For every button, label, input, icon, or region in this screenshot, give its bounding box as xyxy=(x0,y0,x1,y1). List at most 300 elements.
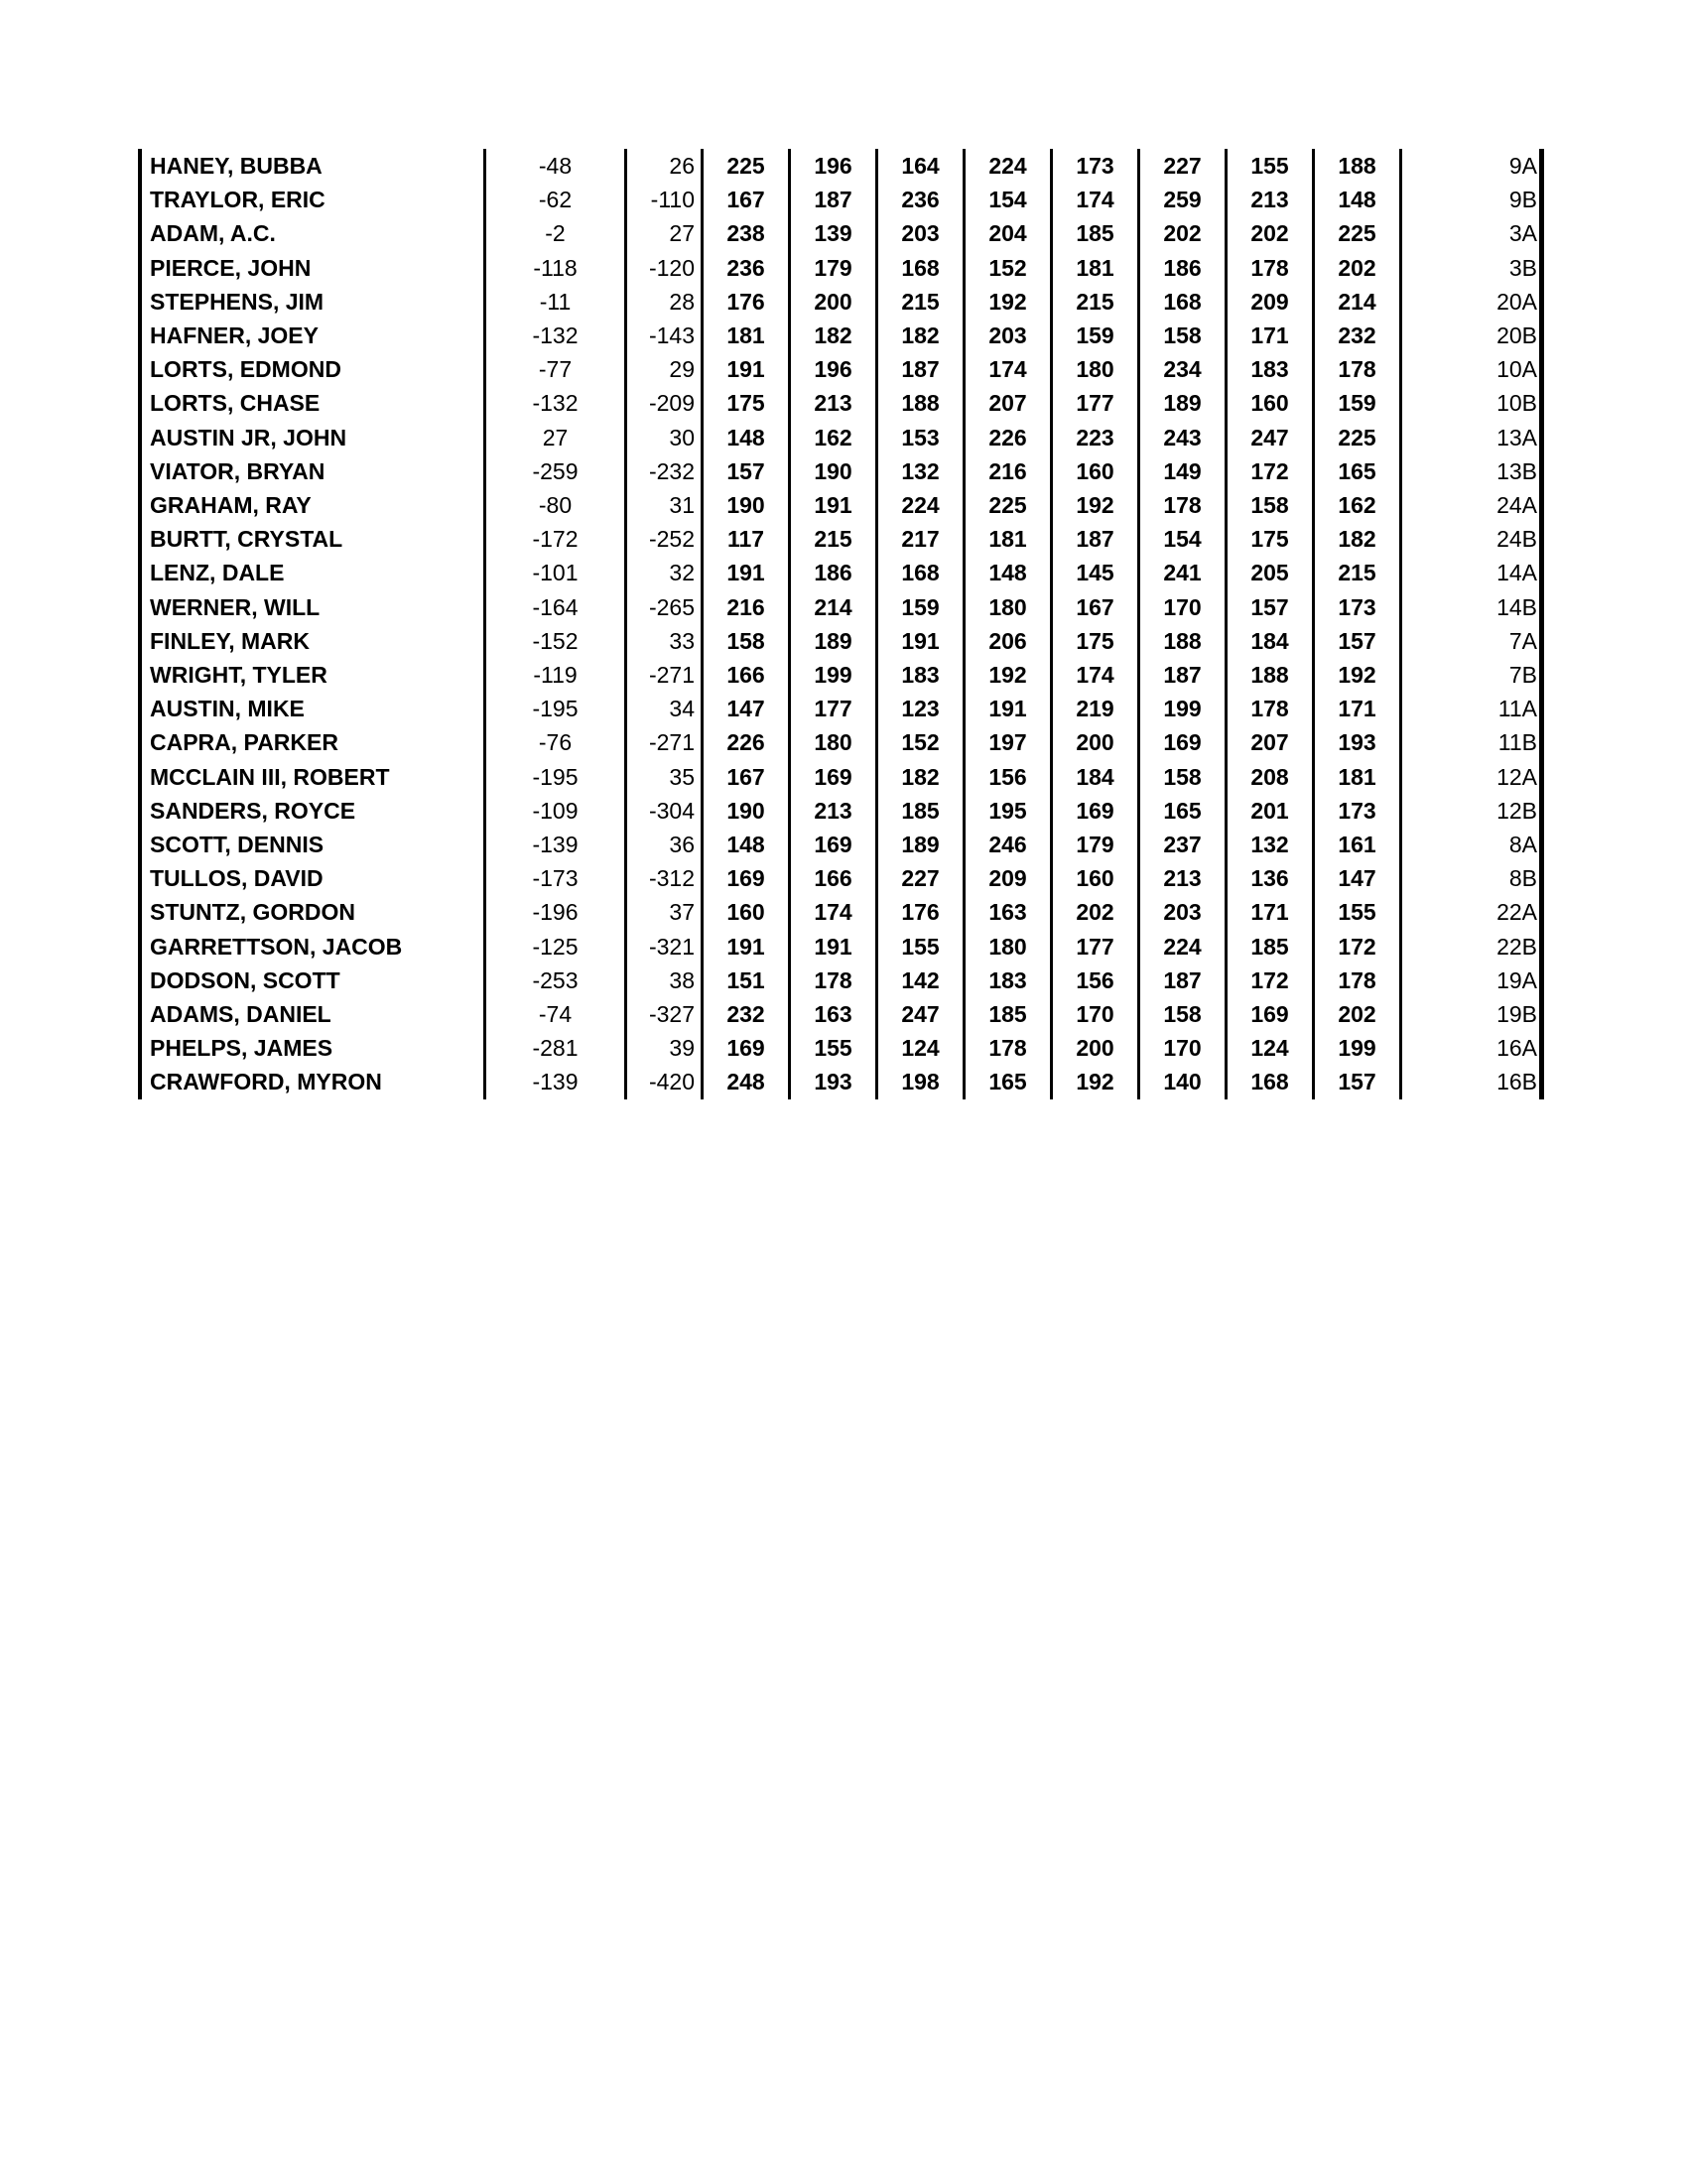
game-score: 187 xyxy=(1052,522,1139,556)
game-score: 204 xyxy=(965,216,1052,250)
bowler-name: WRIGHT, TYLER xyxy=(140,658,485,692)
game-score: 243 xyxy=(1139,421,1227,454)
game-score: 167 xyxy=(703,183,790,216)
game-score: 190 xyxy=(790,454,877,488)
table-row xyxy=(140,760,1542,794)
lane-assignment: 16B xyxy=(1401,1065,1542,1098)
bowler-name: SCOTT, DENNIS xyxy=(140,828,485,861)
game-score: 153 xyxy=(877,421,965,454)
game-score: 224 xyxy=(877,488,965,522)
lane-assignment: 20B xyxy=(1401,319,1542,352)
bowler-name: HAFNER, JOEY xyxy=(140,319,485,352)
game-score: 156 xyxy=(965,760,1052,794)
lane-assignment: 24B xyxy=(1401,522,1542,556)
score-diff-2: 30 xyxy=(626,421,703,454)
game-score: 185 xyxy=(965,997,1052,1031)
game-score: 248 xyxy=(703,1065,790,1098)
lane-assignment: 8B xyxy=(1401,861,1542,895)
bowler-name: SANDERS, ROYCE xyxy=(140,794,485,828)
score-diff-1: -119 xyxy=(485,658,626,692)
table-row xyxy=(140,183,1542,216)
score-diff-2: 39 xyxy=(626,1031,703,1065)
table-row xyxy=(140,692,1542,725)
score-diff-1: -195 xyxy=(485,760,626,794)
game-score: 215 xyxy=(877,285,965,319)
game-score: 171 xyxy=(1227,895,1314,929)
game-score: 196 xyxy=(790,149,877,183)
game-score: 152 xyxy=(877,725,965,759)
game-score: 170 xyxy=(1139,1031,1227,1065)
game-score: 187 xyxy=(790,183,877,216)
game-score: 167 xyxy=(1052,590,1139,624)
game-score: 182 xyxy=(790,319,877,352)
score-diff-2: -143 xyxy=(626,319,703,352)
bowler-name: CRAWFORD, MYRON xyxy=(140,1065,485,1098)
game-score: 160 xyxy=(1052,861,1139,895)
score-diff-2: -120 xyxy=(626,251,703,285)
score-diff-2: -312 xyxy=(626,861,703,895)
game-score: 186 xyxy=(1139,251,1227,285)
lane-assignment: 19B xyxy=(1401,997,1542,1031)
bowler-name: LORTS, EDMOND xyxy=(140,352,485,386)
game-score: 237 xyxy=(1139,828,1227,861)
bowler-name: TRAYLOR, ERIC xyxy=(140,183,485,216)
game-score: 148 xyxy=(703,421,790,454)
game-score: 176 xyxy=(703,285,790,319)
table-row xyxy=(140,556,1542,589)
score-diff-1: -132 xyxy=(485,319,626,352)
game-score: 202 xyxy=(1052,895,1139,929)
game-score: 169 xyxy=(1052,794,1139,828)
game-score: 223 xyxy=(1052,421,1139,454)
game-score: 140 xyxy=(1139,1065,1227,1098)
game-score: 175 xyxy=(1052,624,1139,658)
game-score: 189 xyxy=(1139,386,1227,420)
table-row xyxy=(140,930,1542,964)
table-row xyxy=(140,251,1542,285)
game-score: 166 xyxy=(703,658,790,692)
game-score: 139 xyxy=(790,216,877,250)
bowler-name: LENZ, DALE xyxy=(140,556,485,589)
game-score: 172 xyxy=(1314,930,1401,964)
game-score: 165 xyxy=(965,1065,1052,1098)
score-diff-1: -132 xyxy=(485,386,626,420)
game-score: 184 xyxy=(1052,760,1139,794)
game-score: 148 xyxy=(965,556,1052,589)
score-diff-2: 36 xyxy=(626,828,703,861)
game-score: 151 xyxy=(703,964,790,997)
game-score: 178 xyxy=(790,964,877,997)
game-score: 177 xyxy=(1052,386,1139,420)
table-row xyxy=(140,421,1542,454)
score-diff-1: -101 xyxy=(485,556,626,589)
game-score: 182 xyxy=(1314,522,1401,556)
game-score: 226 xyxy=(965,421,1052,454)
game-score: 188 xyxy=(1139,624,1227,658)
bowler-name: PIERCE, JOHN xyxy=(140,251,485,285)
table-row xyxy=(140,997,1542,1031)
lane-assignment: 10A xyxy=(1401,352,1542,386)
game-score: 179 xyxy=(790,251,877,285)
score-diff-2: -209 xyxy=(626,386,703,420)
score-diff-1: -281 xyxy=(485,1031,626,1065)
game-score: 191 xyxy=(877,624,965,658)
game-score: 191 xyxy=(965,692,1052,725)
game-score: 207 xyxy=(965,386,1052,420)
table-row xyxy=(140,794,1542,828)
game-score: 155 xyxy=(1227,149,1314,183)
game-score: 202 xyxy=(1227,216,1314,250)
game-score: 225 xyxy=(1314,421,1401,454)
table-row xyxy=(140,964,1542,997)
score-diff-2: 38 xyxy=(626,964,703,997)
game-score: 191 xyxy=(703,556,790,589)
bowler-name: STEPHENS, JIM xyxy=(140,285,485,319)
game-score: 165 xyxy=(1139,794,1227,828)
score-diff-1: -164 xyxy=(485,590,626,624)
game-score: 236 xyxy=(703,251,790,285)
lane-assignment: 7B xyxy=(1401,658,1542,692)
bowler-name: AUSTIN JR, JOHN xyxy=(140,421,485,454)
game-score: 216 xyxy=(965,454,1052,488)
table-row xyxy=(140,522,1542,556)
game-score: 234 xyxy=(1139,352,1227,386)
game-score: 163 xyxy=(965,895,1052,929)
table-row xyxy=(140,454,1542,488)
game-score: 158 xyxy=(1227,488,1314,522)
score-diff-1: -48 xyxy=(485,149,626,183)
bowler-name: DODSON, SCOTT xyxy=(140,964,485,997)
game-score: 225 xyxy=(965,488,1052,522)
game-score: 171 xyxy=(1227,319,1314,352)
game-score: 191 xyxy=(790,930,877,964)
table-row xyxy=(140,319,1542,352)
game-score: 183 xyxy=(877,658,965,692)
game-score: 192 xyxy=(1052,488,1139,522)
game-score: 208 xyxy=(1227,760,1314,794)
score-diff-2: 29 xyxy=(626,352,703,386)
game-score: 203 xyxy=(965,319,1052,352)
score-diff-1: -2 xyxy=(485,216,626,250)
lane-assignment: 3B xyxy=(1401,251,1542,285)
game-score: 163 xyxy=(790,997,877,1031)
score-diff-2: -232 xyxy=(626,454,703,488)
game-score: 142 xyxy=(877,964,965,997)
game-score: 226 xyxy=(703,725,790,759)
score-diff-2: 34 xyxy=(626,692,703,725)
bowler-name: FINLEY, MARK xyxy=(140,624,485,658)
score-diff-2: -304 xyxy=(626,794,703,828)
game-score: 207 xyxy=(1227,725,1314,759)
game-score: 178 xyxy=(1227,251,1314,285)
bowler-name: GARRETTSON, JACOB xyxy=(140,930,485,964)
game-score: 174 xyxy=(1052,658,1139,692)
game-score: 202 xyxy=(1314,997,1401,1031)
bowler-name: PHELPS, JAMES xyxy=(140,1031,485,1065)
score-diff-1: -172 xyxy=(485,522,626,556)
bowler-name: LORTS, CHASE xyxy=(140,386,485,420)
score-diff-2: 31 xyxy=(626,488,703,522)
game-score: 178 xyxy=(1139,488,1227,522)
game-score: 169 xyxy=(703,861,790,895)
game-score: 191 xyxy=(703,930,790,964)
game-score: 198 xyxy=(877,1065,965,1098)
game-score: 156 xyxy=(1052,964,1139,997)
game-score: 178 xyxy=(1227,692,1314,725)
game-score: 227 xyxy=(1139,149,1227,183)
lane-assignment: 10B xyxy=(1401,386,1542,420)
score-diff-2: 37 xyxy=(626,895,703,929)
table-row xyxy=(140,590,1542,624)
game-score: 160 xyxy=(1052,454,1139,488)
game-score: 184 xyxy=(1227,624,1314,658)
game-score: 173 xyxy=(1052,149,1139,183)
game-score: 172 xyxy=(1227,454,1314,488)
game-score: 177 xyxy=(790,692,877,725)
bowler-name: AUSTIN, MIKE xyxy=(140,692,485,725)
game-score: 193 xyxy=(1314,725,1401,759)
lane-assignment: 19A xyxy=(1401,964,1542,997)
game-score: 209 xyxy=(965,861,1052,895)
game-score: 171 xyxy=(1314,692,1401,725)
game-score: 213 xyxy=(790,386,877,420)
game-score: 225 xyxy=(1314,216,1401,250)
scores-body xyxy=(140,149,1542,1099)
game-score: 168 xyxy=(877,251,965,285)
game-score: 166 xyxy=(790,861,877,895)
table-row xyxy=(140,1065,1542,1098)
game-score: 203 xyxy=(1139,895,1227,929)
score-diff-1: -80 xyxy=(485,488,626,522)
game-score: 155 xyxy=(790,1031,877,1065)
score-diff-1: -109 xyxy=(485,794,626,828)
game-score: 179 xyxy=(1052,828,1139,861)
game-score: 173 xyxy=(1314,590,1401,624)
game-score: 176 xyxy=(877,895,965,929)
game-score: 124 xyxy=(877,1031,965,1065)
game-score: 214 xyxy=(790,590,877,624)
game-score: 170 xyxy=(1052,997,1139,1031)
game-score: 209 xyxy=(1227,285,1314,319)
game-score: 168 xyxy=(877,556,965,589)
game-score: 195 xyxy=(965,794,1052,828)
game-score: 173 xyxy=(1314,794,1401,828)
game-score: 213 xyxy=(1227,183,1314,216)
game-score: 189 xyxy=(877,828,965,861)
game-score: 186 xyxy=(790,556,877,589)
game-score: 132 xyxy=(1227,828,1314,861)
score-diff-1: 27 xyxy=(485,421,626,454)
game-score: 192 xyxy=(965,658,1052,692)
game-score: 191 xyxy=(703,352,790,386)
game-score: 185 xyxy=(1052,216,1139,250)
lane-assignment: 22B xyxy=(1401,930,1542,964)
game-score: 213 xyxy=(1139,861,1227,895)
table-row xyxy=(140,828,1542,861)
game-score: 216 xyxy=(703,590,790,624)
score-diff-2: -271 xyxy=(626,725,703,759)
game-score: 196 xyxy=(790,352,877,386)
game-score: 158 xyxy=(703,624,790,658)
game-score: 215 xyxy=(790,522,877,556)
game-score: 174 xyxy=(965,352,1052,386)
lane-assignment: 9B xyxy=(1401,183,1542,216)
lane-assignment: 7A xyxy=(1401,624,1542,658)
score-diff-1: -74 xyxy=(485,997,626,1031)
scores-table xyxy=(138,149,1544,1099)
lane-assignment: 20A xyxy=(1401,285,1542,319)
game-score: 225 xyxy=(703,149,790,183)
game-score: 162 xyxy=(790,421,877,454)
game-score: 205 xyxy=(1227,556,1314,589)
game-score: 227 xyxy=(877,861,965,895)
game-score: 181 xyxy=(1314,760,1401,794)
game-score: 183 xyxy=(965,964,1052,997)
table-row xyxy=(140,149,1542,183)
game-score: 178 xyxy=(1314,352,1401,386)
score-diff-1: -139 xyxy=(485,828,626,861)
bowler-name: WERNER, WILL xyxy=(140,590,485,624)
game-score: 190 xyxy=(703,794,790,828)
game-score: 246 xyxy=(965,828,1052,861)
game-score: 169 xyxy=(1139,725,1227,759)
score-diff-2: -252 xyxy=(626,522,703,556)
table-row xyxy=(140,861,1542,895)
score-diff-2: -265 xyxy=(626,590,703,624)
game-score: 192 xyxy=(1314,658,1401,692)
game-score: 200 xyxy=(790,285,877,319)
lane-assignment: 22A xyxy=(1401,895,1542,929)
game-score: 155 xyxy=(1314,895,1401,929)
bowler-name: MCCLAIN III, ROBERT xyxy=(140,760,485,794)
game-score: 182 xyxy=(877,760,965,794)
game-score: 238 xyxy=(703,216,790,250)
game-score: 149 xyxy=(1139,454,1227,488)
game-score: 159 xyxy=(877,590,965,624)
game-score: 201 xyxy=(1227,794,1314,828)
game-score: 224 xyxy=(965,149,1052,183)
game-score: 148 xyxy=(1314,183,1401,216)
table-row xyxy=(140,725,1542,759)
score-diff-2: 35 xyxy=(626,760,703,794)
game-score: 214 xyxy=(1314,285,1401,319)
game-score: 259 xyxy=(1139,183,1227,216)
game-score: 157 xyxy=(1314,624,1401,658)
score-diff-2: 32 xyxy=(626,556,703,589)
game-score: 147 xyxy=(703,692,790,725)
table-row xyxy=(140,624,1542,658)
lane-assignment: 11A xyxy=(1401,692,1542,725)
game-score: 193 xyxy=(790,1065,877,1098)
game-score: 188 xyxy=(1314,149,1401,183)
game-score: 199 xyxy=(790,658,877,692)
table-row xyxy=(140,1031,1542,1065)
lane-assignment: 24A xyxy=(1401,488,1542,522)
game-score: 247 xyxy=(877,997,965,1031)
game-score: 202 xyxy=(1139,216,1227,250)
game-score: 162 xyxy=(1314,488,1401,522)
score-diff-1: -259 xyxy=(485,454,626,488)
game-score: 136 xyxy=(1227,861,1314,895)
game-score: 213 xyxy=(790,794,877,828)
game-score: 181 xyxy=(703,319,790,352)
game-score: 160 xyxy=(1227,386,1314,420)
game-score: 158 xyxy=(1139,760,1227,794)
game-score: 200 xyxy=(1052,725,1139,759)
game-score: 169 xyxy=(1227,997,1314,1031)
game-score: 145 xyxy=(1052,556,1139,589)
game-score: 165 xyxy=(1314,454,1401,488)
game-score: 175 xyxy=(1227,522,1314,556)
game-score: 124 xyxy=(1227,1031,1314,1065)
game-score: 215 xyxy=(1052,285,1139,319)
game-score: 160 xyxy=(703,895,790,929)
game-score: 232 xyxy=(1314,319,1401,352)
game-score: 181 xyxy=(965,522,1052,556)
game-score: 172 xyxy=(1227,964,1314,997)
game-score: 190 xyxy=(703,488,790,522)
game-score: 169 xyxy=(790,760,877,794)
game-score: 161 xyxy=(1314,828,1401,861)
game-score: 224 xyxy=(1139,930,1227,964)
game-score: 154 xyxy=(965,183,1052,216)
game-score: 168 xyxy=(1139,285,1227,319)
score-diff-2: 33 xyxy=(626,624,703,658)
score-diff-1: -173 xyxy=(485,861,626,895)
game-score: 157 xyxy=(1227,590,1314,624)
game-score: 181 xyxy=(1052,251,1139,285)
game-score: 192 xyxy=(1052,1065,1139,1098)
game-score: 147 xyxy=(1314,861,1401,895)
game-score: 183 xyxy=(1227,352,1314,386)
score-diff-2: 28 xyxy=(626,285,703,319)
game-score: 232 xyxy=(703,997,790,1031)
lane-assignment: 12B xyxy=(1401,794,1542,828)
score-diff-1: -196 xyxy=(485,895,626,929)
bowler-name: GRAHAM, RAY xyxy=(140,488,485,522)
game-score: 185 xyxy=(877,794,965,828)
game-score: 178 xyxy=(1314,964,1401,997)
game-score: 177 xyxy=(1052,930,1139,964)
game-score: 159 xyxy=(1052,319,1139,352)
game-score: 169 xyxy=(703,1031,790,1065)
lane-assignment: 12A xyxy=(1401,760,1542,794)
game-score: 191 xyxy=(790,488,877,522)
score-diff-1: -125 xyxy=(485,930,626,964)
score-diff-1: -253 xyxy=(485,964,626,997)
bowler-name: VIATOR, BRYAN xyxy=(140,454,485,488)
score-diff-2: -321 xyxy=(626,930,703,964)
game-score: 123 xyxy=(877,692,965,725)
score-diff-1: -139 xyxy=(485,1065,626,1098)
score-diff-1: -195 xyxy=(485,692,626,725)
game-score: 155 xyxy=(877,930,965,964)
score-diff-2: 27 xyxy=(626,216,703,250)
lane-assignment: 13A xyxy=(1401,421,1542,454)
game-score: 174 xyxy=(790,895,877,929)
lane-assignment: 16A xyxy=(1401,1031,1542,1065)
game-score: 219 xyxy=(1052,692,1139,725)
score-diff-2: -110 xyxy=(626,183,703,216)
game-score: 178 xyxy=(965,1031,1052,1065)
game-score: 180 xyxy=(790,725,877,759)
game-score: 187 xyxy=(1139,964,1227,997)
score-diff-1: -118 xyxy=(485,251,626,285)
lane-assignment: 8A xyxy=(1401,828,1542,861)
bowler-name: STUNTZ, GORDON xyxy=(140,895,485,929)
game-score: 180 xyxy=(965,930,1052,964)
table-row xyxy=(140,895,1542,929)
